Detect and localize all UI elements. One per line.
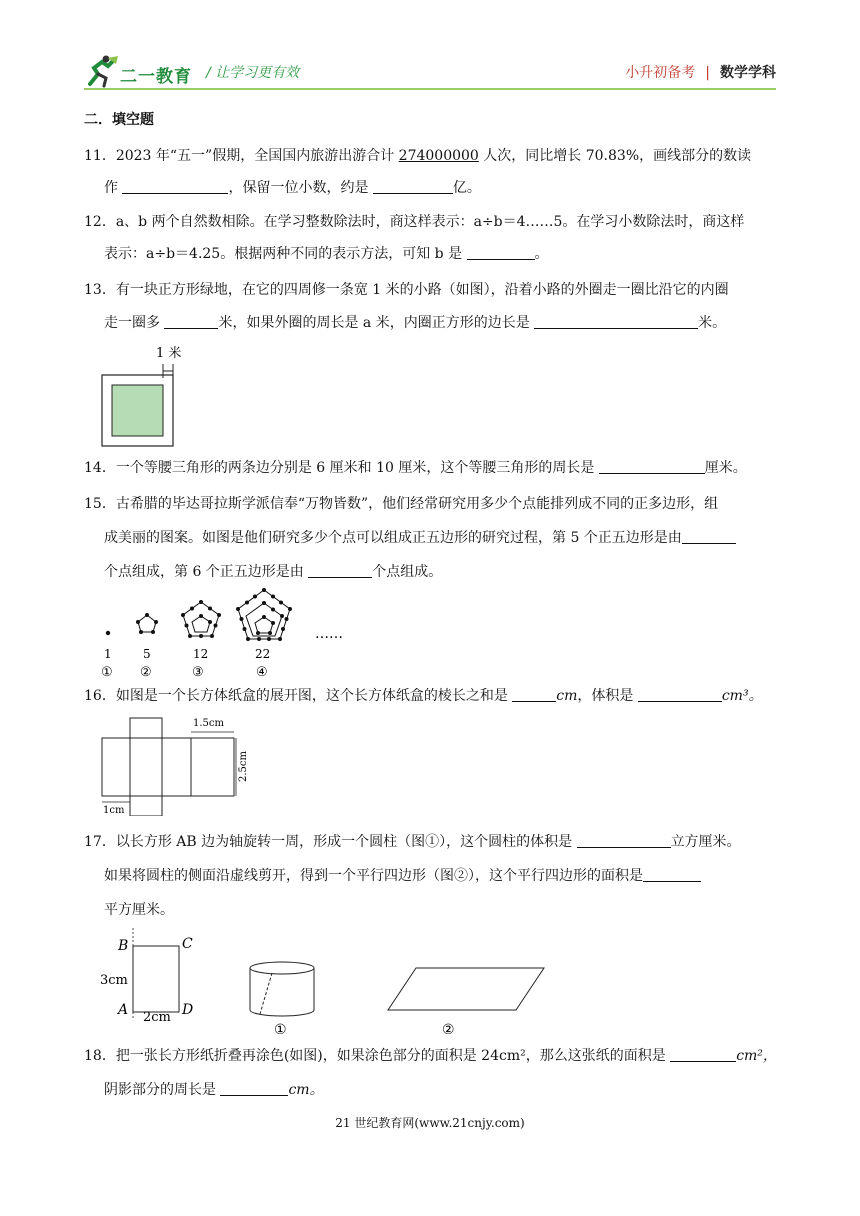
stage-label-2: ② bbox=[140, 665, 152, 680]
stage-label-4: ④ bbox=[256, 665, 268, 680]
logo-text: 二一教育 bbox=[120, 67, 192, 87]
figure-caption-1: ① bbox=[274, 1022, 287, 1038]
q17-line1: 17．以长方形 AB 边为轴旋转一周，形成一个圆柱（图①），这个圆柱的体积是 立方厘米。 bbox=[84, 834, 741, 850]
figure-caption-2: ② bbox=[442, 1022, 455, 1038]
q13-line1: 13．有一块正方形绿地，在它的四周修一条宽 1 米的小路（如图），沿着小路的外圈走一圈比沿它的内圈 bbox=[84, 282, 729, 298]
q12-line1: 12．a、b 两个自然数相除。在学习整数除法时，商这样表示：a÷b＝4……5。在学习小数除法时，商这样 bbox=[84, 214, 745, 230]
side-length-3cm: 3cm bbox=[100, 973, 128, 988]
q17-line3: 平方厘米。 bbox=[104, 902, 174, 918]
answer-blank[interactable] bbox=[467, 245, 535, 260]
q11-line2: 作 ，保留一位小数，约是 亿。 bbox=[104, 180, 481, 196]
vertex-label-b: B bbox=[118, 938, 129, 954]
stage-label-1: ① bbox=[101, 665, 113, 680]
answer-blank[interactable] bbox=[643, 867, 701, 882]
dot-count-4: 22 bbox=[255, 647, 271, 661]
answer-blank[interactable] bbox=[308, 563, 372, 578]
q15-line3: 个点组成，第 6 个正五边形是由 个点组成。 bbox=[104, 564, 443, 580]
path-width-label: 1 米 bbox=[156, 346, 182, 361]
vertex-label-a: A bbox=[118, 1002, 129, 1018]
answer-blank[interactable] bbox=[670, 1047, 736, 1062]
answer-blank[interactable] bbox=[512, 687, 556, 702]
vertex-label-c: C bbox=[182, 936, 193, 952]
answer-blank[interactable] bbox=[577, 833, 671, 848]
subject-label: 数学学科 bbox=[720, 65, 776, 81]
q15-pentagon-dots-figure bbox=[96, 586, 396, 680]
dot-count-1: 1 bbox=[104, 647, 112, 661]
page-header bbox=[0, 0, 860, 100]
q17-line2: 如果将圆柱的侧面沿虚线剪开，得到一个平行四边形（图②），这个平行四边形的面积是 bbox=[104, 866, 804, 886]
dot-count-3: 12 bbox=[193, 647, 209, 661]
exam-label: 小升初备考 bbox=[625, 65, 696, 81]
dimension-label-right: 2.5cm bbox=[238, 751, 249, 782]
q12-line2: 表示：a÷b＝4.25。根据两种不同的表示方法，可知 b 是 。 bbox=[104, 246, 549, 262]
q14-line1: 14．一个等腰三角形的两条边分别是 6 厘米和 10 厘米，这个等腰三角形的周长是 厘米。 bbox=[84, 460, 747, 476]
q16-box-net-figure bbox=[96, 712, 256, 816]
q15-line2: 成美丽的图案。如图是他们研究多少个点可以组成正五边形的研究过程，第 5 个正五边形是由 bbox=[104, 528, 804, 548]
answer-blank[interactable] bbox=[638, 687, 722, 702]
q15-line1: 15．古希腊的毕达哥拉斯学派信奉“万物皆数”，他们经常研究用多少个点能排列成不同的正多边形，组 bbox=[84, 496, 719, 512]
section-title: 二．填空题 bbox=[84, 112, 154, 128]
answer-blank[interactable] bbox=[534, 314, 698, 329]
slogan: / 让学习更有效 bbox=[206, 65, 300, 81]
answer-blank[interactable] bbox=[682, 529, 736, 544]
q17-rectangle-cylinder-parallelogram-figure bbox=[96, 926, 556, 1038]
header-right: 小升初备考 | 数学学科 bbox=[625, 65, 776, 81]
answer-blank[interactable] bbox=[373, 179, 453, 194]
dimension-label-top: 1.5cm bbox=[193, 718, 224, 729]
answer-blank[interactable] bbox=[164, 314, 218, 329]
stage-label-3: ③ bbox=[192, 665, 204, 680]
runner-logo-icon bbox=[84, 54, 120, 88]
answer-blank[interactable] bbox=[220, 1081, 288, 1096]
page-footer: 21 世纪教育网(www.21cnjy.com) bbox=[335, 1116, 525, 1130]
dimension-label-bottom: 1cm bbox=[103, 805, 125, 816]
answer-blank[interactable] bbox=[599, 459, 705, 474]
dot-count-2: 5 bbox=[143, 647, 151, 661]
header-divider bbox=[84, 88, 776, 90]
q16-line1: 16．如图是一个长方体纸盒的展开图，这个长方体纸盒的棱长之和是 cm，体积是 cm³。 bbox=[84, 688, 763, 704]
vertex-label-d: D bbox=[182, 1002, 194, 1018]
q13-square-path-figure bbox=[96, 340, 196, 450]
ellipsis: …… bbox=[315, 626, 343, 642]
q18-line2: 阴影部分的周长是 cm。 bbox=[104, 1082, 324, 1098]
answer-blank[interactable] bbox=[122, 179, 228, 194]
side-length-2cm: 2cm bbox=[143, 1010, 171, 1025]
q18-line1: 18．把一张长方形纸折叠再涂色(如图)，如果涂色部分的面积是 24cm²，那么这张纸的面积是 cm²， bbox=[84, 1048, 777, 1064]
q13-line2: 走一圈多 米，如果外圈的周长是 a 米，内圈正方形的边长是 米。 bbox=[104, 315, 727, 331]
q11-line1: 11．2023 年“五一”假期，全国国内旅游出游合计 274000000 人次，同比增长 70.83%，画线部分的数读 bbox=[84, 148, 752, 164]
